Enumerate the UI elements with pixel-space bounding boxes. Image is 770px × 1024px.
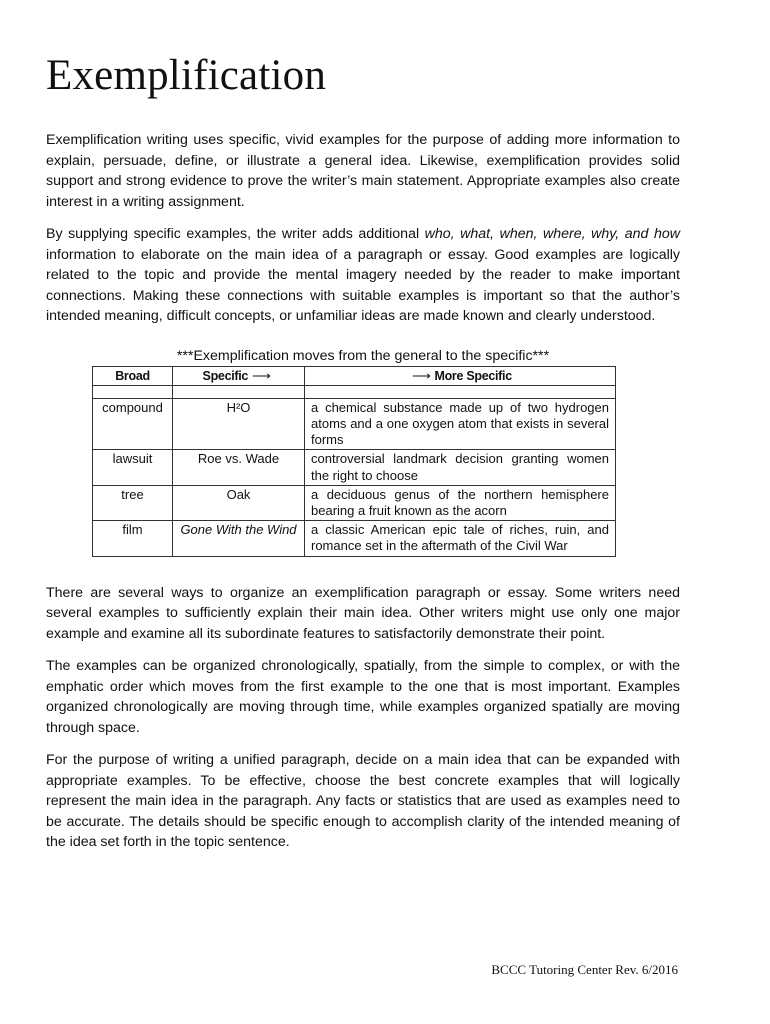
header-specific-label: Specific — [202, 368, 249, 383]
table-cell — [93, 385, 173, 398]
examples-table — [92, 366, 616, 557]
arrow-right-icon: ⟶ — [252, 367, 271, 383]
table-row — [93, 398, 616, 450]
cell-more-specific: a chemical substance made up of two hydrogen atoms and a one oxygen atom that exists in several forms — [305, 398, 616, 450]
table-row — [93, 521, 616, 556]
table-row — [93, 450, 616, 485]
paragraph-examples-text-start: By supplying specific examples, the writer adds additional — [46, 226, 425, 242]
cell-more-specific: a deciduous genus of the northern hemisphere bearing a fruit known as the acorn — [305, 485, 616, 520]
footer-revision: BCCC Tutoring Center Rev. 6/2016 — [491, 962, 678, 977]
cell-specific: Oak — [173, 485, 305, 520]
cell-more-specific: controversial landmark decision granting women the right to choose — [305, 450, 616, 485]
paragraph-order: The examples can be organized chronologically, spatially, from the simple to complex, or with the emphatic order which moves from the first example to the one that is most important. Examples organized chronologically are moving through time, while examples organized spatially are moving through space. — [46, 658, 680, 736]
paragraph-examples — [46, 224, 680, 327]
table-header-row — [93, 366, 616, 385]
paragraph-examples-italic: who, what, when, where, why, and how — [424, 226, 680, 242]
cell-broad: lawsuit — [93, 450, 173, 485]
cell-specific: Gone With the Wind — [173, 521, 305, 556]
table-caption: ***Exemplification moves from the general to the specific*** — [176, 347, 550, 364]
paragraph-organize: There are several ways to organize an exemplification paragraph or essay. Some writers need several examples to sufficiently explain their main idea. Other writers might use only one major example and examine all its subordinate features to satisfactorily demonstrate their point. — [46, 584, 680, 642]
header-more-specific — [305, 366, 616, 385]
cell-specific: H²O — [173, 398, 305, 450]
paragraph-intro: Exemplification writing uses specific, vivid examples for the purpose of adding more information to explain, persuade, define, or illustrate a general idea. Likewise, exemplification provides solid support and strong evidence to prove the writer’s main statement. Appropriate examples also create interest in a writing assignment. — [46, 132, 680, 210]
cell-specific: Roe vs. Wade — [173, 450, 305, 485]
table-cell — [305, 385, 616, 398]
cell-broad: compound — [93, 398, 173, 450]
paragraph-unified: For the purpose of writing a unified paragraph, decide on a main idea that can be expanded with appropriate examples. To be effective, choose the best concrete examples that will logically represent the main idea in the paragraph. Any facts or statistics that are used as examples need to be accurate. The details should be specific enough to accomplish clarity of the intended meaning of the idea set forth in the topic sentence. — [46, 752, 680, 851]
table-cell — [173, 385, 305, 398]
table-spacer-row — [93, 385, 616, 398]
header-broad: Broad — [93, 366, 173, 385]
cell-more-specific: a classic American epic tale of riches, ruin, and romance set in the aftermath of the Civil War — [305, 521, 616, 556]
cell-broad: tree — [93, 485, 173, 520]
page-title: Exemplification — [46, 52, 327, 99]
header-specific — [173, 366, 305, 385]
paragraph-examples-text-end: information to elaborate on the main idea of a paragraph or essay. Good examples are logically related to the topic and provide the mental imagery needed by the reader to make important connections. Making these connections with suitable examples is important so that the author’s intended meaning, difficult concepts, or unfamiliar ideas are made known and clearly understood. — [46, 246, 680, 324]
document-page — [46, 52, 680, 865]
table-row — [93, 485, 616, 520]
arrow-right-icon: ⟶ — [412, 367, 431, 383]
cell-broad: film — [93, 521, 173, 556]
header-more-specific-label: More Specific — [434, 368, 512, 383]
